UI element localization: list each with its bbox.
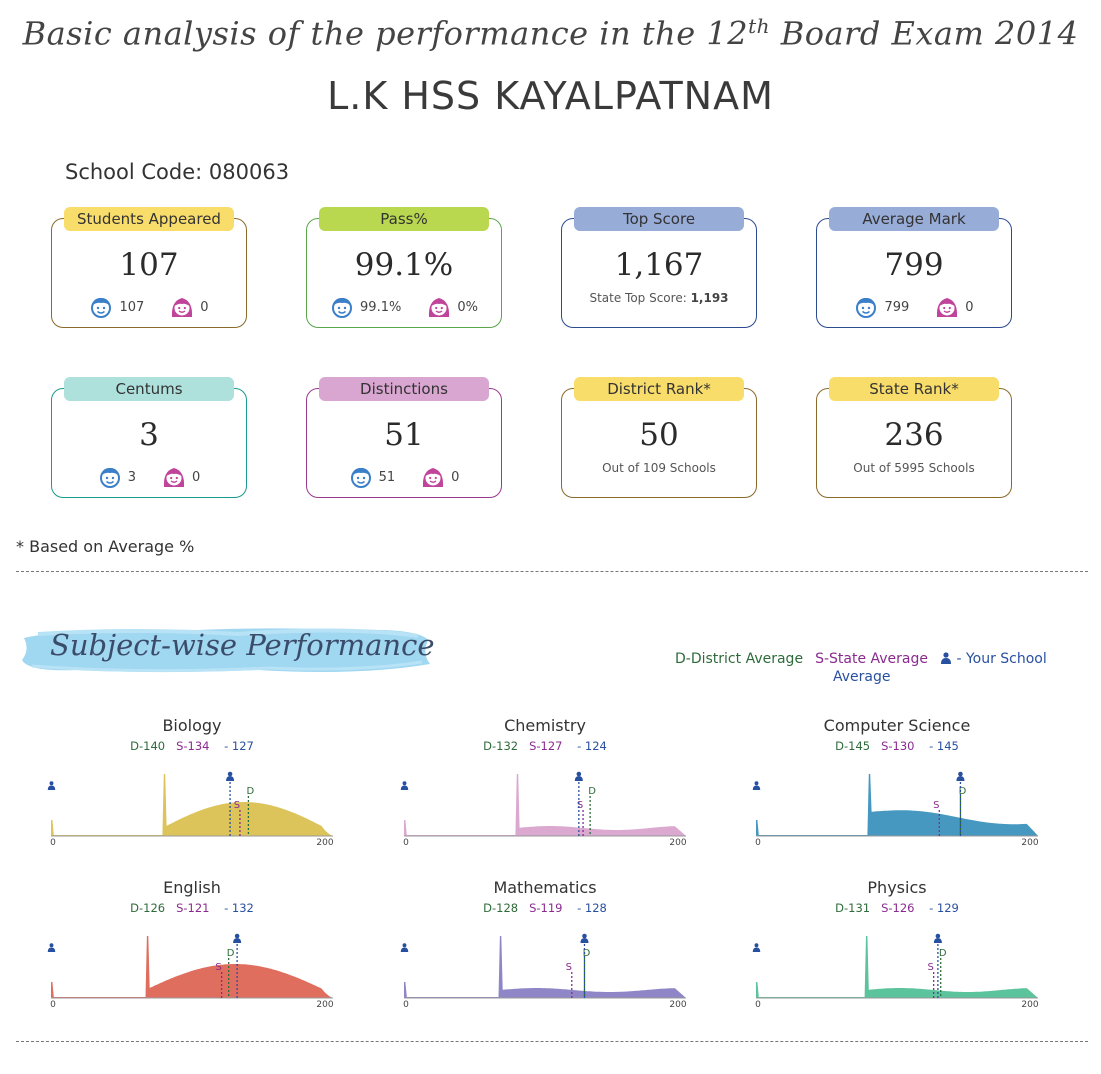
card-breakdown: [817, 295, 1011, 319]
card-value: 99.1%: [354, 247, 454, 283]
district-average-label: D-132: [483, 739, 519, 753]
x-tick-label: 0: [403, 838, 409, 848]
girl-face-icon: [162, 465, 186, 489]
district-average-label: D-126: [130, 901, 166, 915]
card-value: 51: [384, 417, 424, 453]
card-label: Average Mark: [829, 207, 999, 231]
footnote: * Based on Average %: [16, 537, 195, 556]
boys-value: 51: [378, 469, 396, 485]
school-code: School Code: 080063: [65, 160, 290, 184]
district-average-marker-label: D: [588, 786, 596, 797]
state-average-marker-label: S: [233, 800, 241, 811]
card-label: Distinctions: [319, 377, 489, 401]
boy-face-icon: [89, 295, 113, 319]
card-label: Centums: [64, 377, 234, 401]
chart-title: Mathematics: [493, 878, 597, 897]
person-icon: [233, 934, 241, 943]
distribution-plot: [47, 920, 337, 1020]
distribution-plot: [752, 920, 1042, 1020]
person-icon: [940, 652, 952, 664]
card-value: 50: [639, 417, 679, 453]
section-title: Subject-wise Performance: [50, 628, 435, 662]
boys-value: 107: [119, 299, 145, 315]
chart-title: Physics: [867, 878, 927, 897]
stat-card: [561, 210, 757, 328]
boys-value: 3: [127, 469, 136, 485]
state-average-marker-label: S: [933, 800, 940, 811]
card-breakdown: [52, 465, 246, 489]
card-value: 3: [139, 417, 159, 453]
x-tick-label: 200: [669, 1000, 687, 1010]
card-label: Students Appeared: [64, 207, 234, 231]
card-label: State Rank*: [829, 377, 999, 401]
subject-chart: [400, 878, 690, 1028]
distribution-area: [756, 936, 1038, 998]
chart-averages: [752, 901, 1042, 915]
stat-card: [51, 380, 247, 498]
person-icon: [575, 772, 583, 781]
card-label: Top Score: [574, 207, 744, 231]
district-average-marker-label: D: [582, 948, 591, 959]
distribution-area: [404, 774, 686, 836]
legend-state: S-State Average: [815, 651, 928, 667]
x-tick-label: 200: [316, 838, 334, 848]
boy-face-icon: [854, 295, 878, 319]
stat-card: [816, 380, 1012, 498]
page-title: Basic analysis of the performance in the 12th Board Exam 2014: [22, 14, 1079, 53]
boy-face-icon: [349, 465, 373, 489]
district-average-label: D-128: [483, 901, 519, 915]
divider: [16, 571, 1088, 572]
state-top-score: State Top Score: 1,193: [589, 291, 729, 305]
subject-chart: [47, 878, 337, 1028]
chart-title: Computer Science: [823, 716, 971, 735]
boys-value: 799: [884, 299, 910, 315]
divider-bottom: [16, 1041, 1088, 1042]
school-average-label: - 128: [573, 901, 606, 915]
state-average-label: S-127: [529, 739, 563, 753]
distribution-area: [756, 774, 1038, 836]
state-average-label: S-119: [529, 901, 563, 915]
girls-value: 0: [200, 299, 209, 315]
chart-legend: [660, 651, 1080, 685]
school-average-label: - 124: [573, 739, 606, 753]
subject-chart: [752, 716, 1042, 866]
girl-face-icon: [427, 295, 451, 319]
girls-value: 0: [192, 469, 201, 485]
chart-averages: [47, 901, 337, 915]
chart-averages: [752, 739, 1042, 753]
school-average-label: - 145: [925, 739, 958, 753]
school-average-label: - 129: [925, 901, 958, 915]
school-average-label: - 127: [220, 739, 253, 753]
girl-face-icon: [421, 465, 445, 489]
x-tick-label: 0: [50, 838, 56, 848]
district-average-label: D-131: [835, 901, 871, 915]
district-average-marker-label: D: [246, 786, 255, 797]
person-icon: [956, 772, 964, 781]
stat-card: [816, 210, 1012, 328]
card-breakdown: [307, 295, 501, 319]
chart-averages: [47, 739, 337, 753]
chart-title: Biology: [162, 716, 222, 735]
state-average-label: S-134: [176, 739, 210, 753]
x-tick-label: 200: [1021, 1000, 1039, 1010]
stat-card: [561, 380, 757, 498]
card-label: Pass%: [319, 207, 489, 231]
x-tick-label: 200: [1021, 838, 1039, 848]
boy-face-icon: [330, 295, 354, 319]
card-label: District Rank*: [574, 377, 744, 401]
state-average-label: S-121: [176, 901, 210, 915]
state-average-marker-label: S: [215, 962, 222, 973]
girls-value: 0%: [457, 299, 478, 315]
card-breakdown: [52, 295, 246, 319]
distribution-area: [51, 774, 333, 836]
district-average-marker-label: D: [226, 948, 235, 959]
district-average-marker-label: D: [958, 786, 967, 797]
legend-school-cont: Average: [833, 669, 891, 685]
x-tick-label: 200: [316, 1000, 334, 1010]
x-tick-label: 0: [403, 1000, 409, 1010]
boys-value: 99.1%: [360, 299, 402, 315]
person-icon: [226, 772, 234, 781]
legend-district: D-District Average: [675, 651, 804, 667]
card-value: 1,167: [614, 247, 704, 283]
card-breakdown: [307, 465, 501, 489]
legend-school: - Your School: [940, 651, 1047, 667]
card-value: 107: [119, 247, 179, 283]
x-tick-label: 0: [755, 838, 761, 848]
district-average-label: D-140: [130, 739, 166, 753]
distribution-area: [404, 936, 686, 998]
chart-title: Chemistry: [504, 716, 586, 735]
person-icon: [934, 934, 942, 943]
state-average-marker-label: S: [565, 962, 572, 973]
rank-note: Out of 109 Schools: [602, 461, 716, 475]
state-average-marker-label: S: [927, 962, 934, 973]
girl-face-icon: [170, 295, 194, 319]
stat-card: [306, 210, 502, 328]
stat-card: [51, 210, 247, 328]
distribution-plot: [47, 758, 337, 858]
subject-chart: [47, 716, 337, 866]
chart-averages: [400, 901, 690, 915]
state-average-marker-label: S: [576, 800, 584, 811]
card-value: 236: [884, 417, 944, 453]
stat-card: [306, 380, 502, 498]
state-average-label: S-130: [881, 739, 915, 753]
boy-face-icon: [98, 465, 122, 489]
distribution-plot: [752, 758, 1042, 858]
girls-value: 0: [965, 299, 974, 315]
x-tick-label: 0: [755, 1000, 761, 1010]
distribution-area: [51, 936, 333, 998]
rank-note: Out of 5995 Schools: [853, 461, 975, 475]
card-value: 799: [884, 247, 944, 283]
school-average-label: - 132: [220, 901, 253, 915]
girls-value: 0: [451, 469, 460, 485]
district-average-marker-label: D: [938, 948, 947, 959]
chart-title: English: [163, 878, 221, 897]
district-average-label: D-145: [835, 739, 871, 753]
x-tick-label: 0: [50, 1000, 56, 1010]
subject-chart: [752, 878, 1042, 1028]
distribution-plot: [400, 758, 690, 858]
distribution-plot: [400, 920, 690, 1020]
school-name: L.K HSS KAYALPATNAM: [327, 74, 774, 118]
chart-averages: [400, 739, 690, 753]
x-tick-label: 200: [669, 838, 687, 848]
state-average-label: S-126: [881, 901, 915, 915]
girl-face-icon: [935, 295, 959, 319]
subject-chart: [400, 716, 690, 866]
person-icon: [580, 934, 588, 943]
